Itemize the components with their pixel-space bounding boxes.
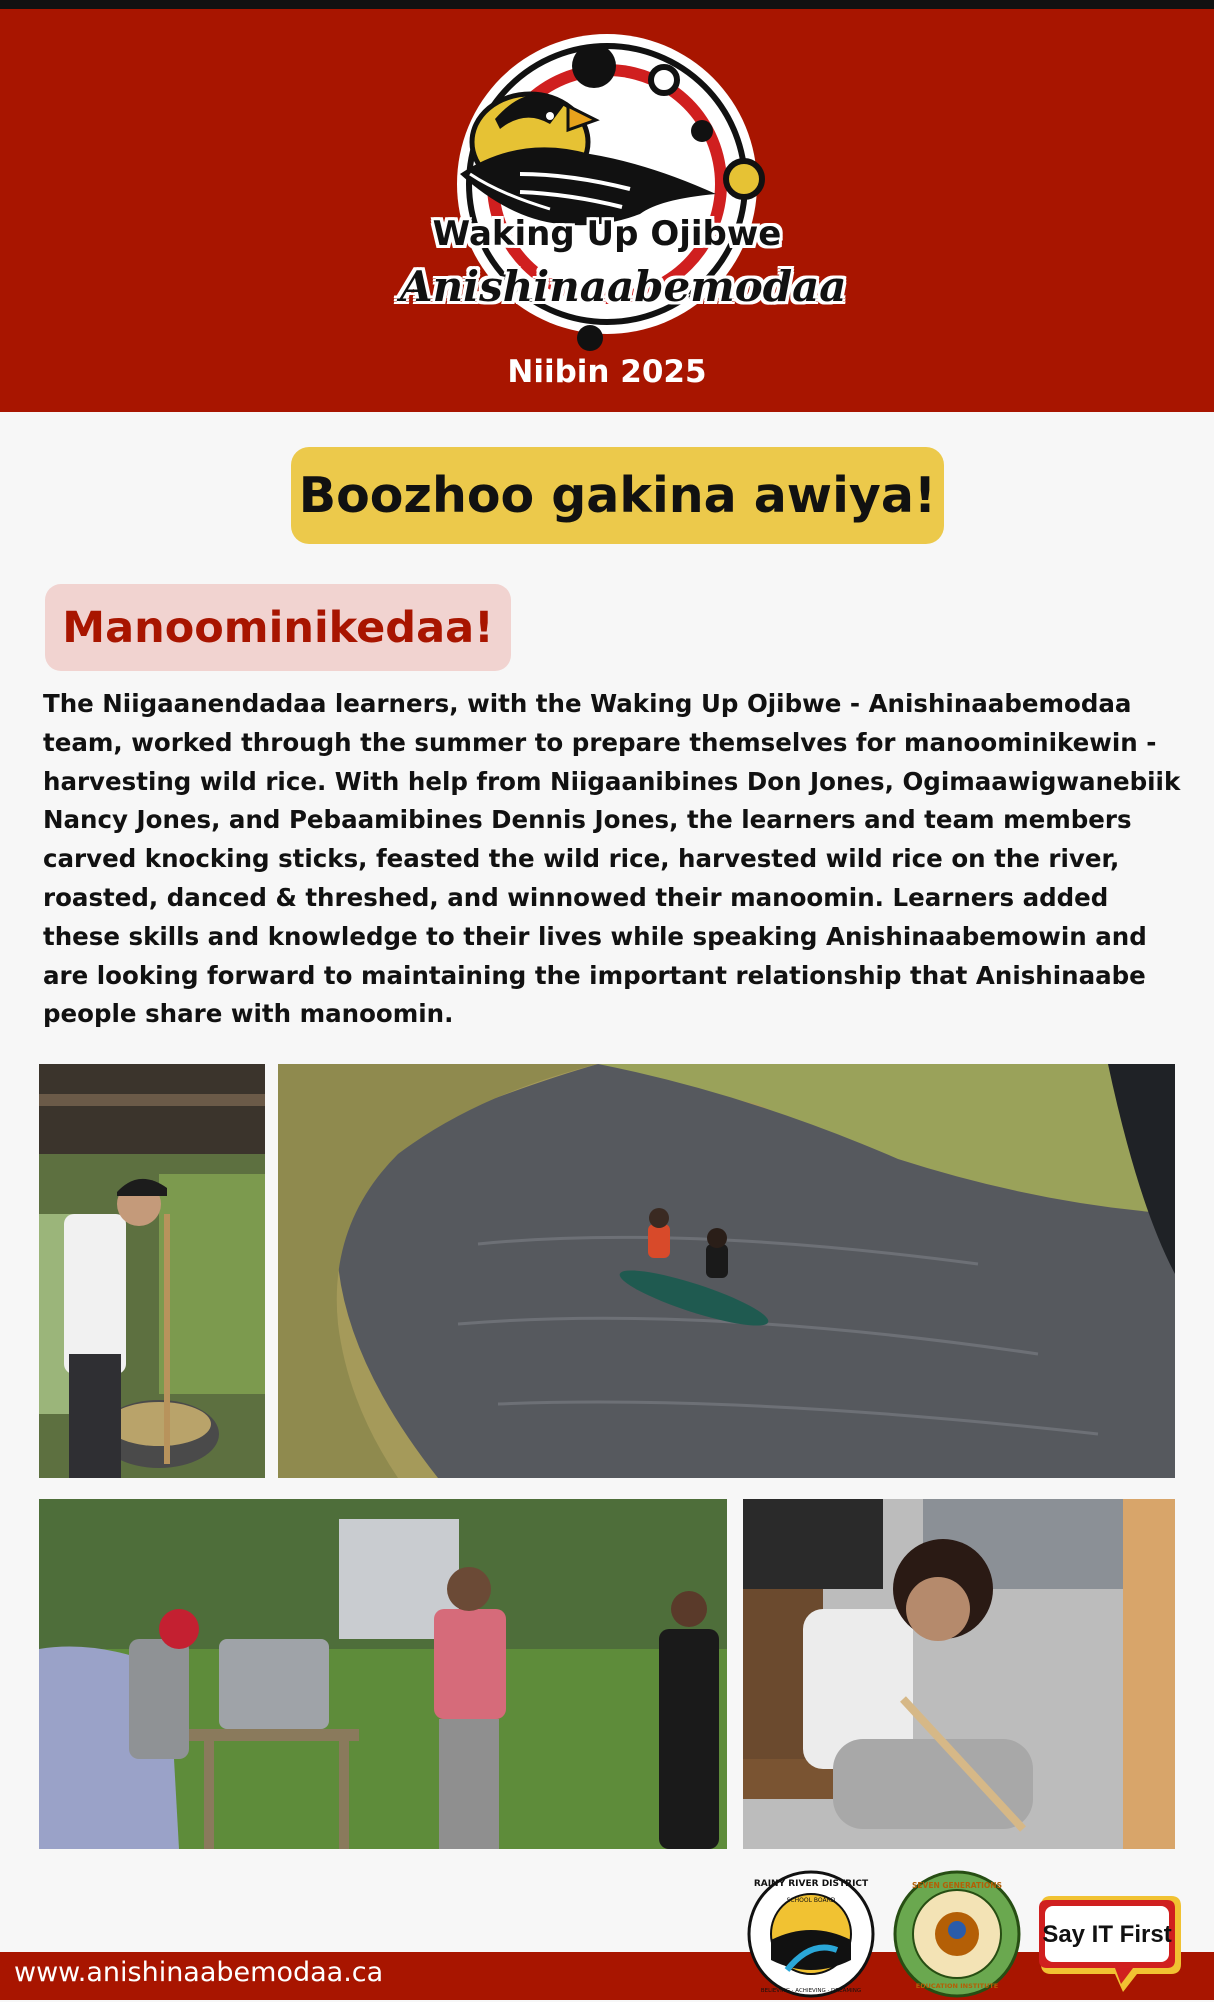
section-body-text: The Niigaanendadaa learners, with the Waking Up Ojibwe - Anishinaabemodaa team, worked through the summer to prepare themselves for manoominikewin - harvesting wild rice. With help from Niigaanibines Don Jones, Ogimaawigwanebiik Nancy Jones, and Pebaamibines Dennis Jones, the learners and team members carved knocking sticks, feasted the wild rice, harvested wild rice on the river, roasted, danced & threshed, and winnowed their manoomin. Learners added these skills and knowledge to their lives while speaking Anishinaabemowin and are looking forward to maintaining the important relationship that Anishinaabe people share with manoomin. [43, 689, 1181, 1029]
photo-canoe-river [278, 1064, 1175, 1478]
website-link[interactable]: www.anishinaabemodaa.ca [14, 1957, 384, 1988]
seven-generations-emblem-icon [893, 1870, 1021, 1998]
say-it-first-logo [1037, 1888, 1183, 1996]
badge2-title: SEVEN GENERATIONS [912, 1881, 1002, 1890]
greeting-banner: Boozhoo gakina awiya! [291, 447, 944, 544]
photo-carving-sticks [743, 1499, 1175, 1849]
speech-bubble-icon [1037, 1888, 1183, 1996]
badge1-subtitle: SCHOOL BOARD [786, 1897, 836, 1904]
badge1-motto: BELIEVING · ACHIEVING · DREAMING [760, 1988, 862, 1994]
seven-generations-logo [893, 1870, 1021, 1998]
logo-title-line1: Waking Up Ojibwe [432, 214, 782, 254]
rainy-river-school-board-logo [747, 1870, 875, 1998]
badge3-title: Say IT First [1042, 1921, 1172, 1948]
header-banner [0, 9, 1214, 412]
photo-winnowing-group [39, 1499, 727, 1849]
top-border [0, 0, 1214, 9]
season-label: Niibin 2025 [507, 354, 707, 390]
section-title: Manoominikedaa! [45, 584, 511, 671]
school-board-emblem-icon [747, 1870, 875, 1998]
badge1-title: RAINY RIVER DISTRICT [753, 1879, 869, 1889]
waking-up-ojibwe-logo [400, 24, 847, 354]
logo-title-line2: Anishinaabemodaa [400, 262, 847, 311]
photo-roasting-rice [39, 1064, 265, 1478]
badge2-subtitle: EDUCATION INSTITUTE [915, 1982, 999, 1990]
